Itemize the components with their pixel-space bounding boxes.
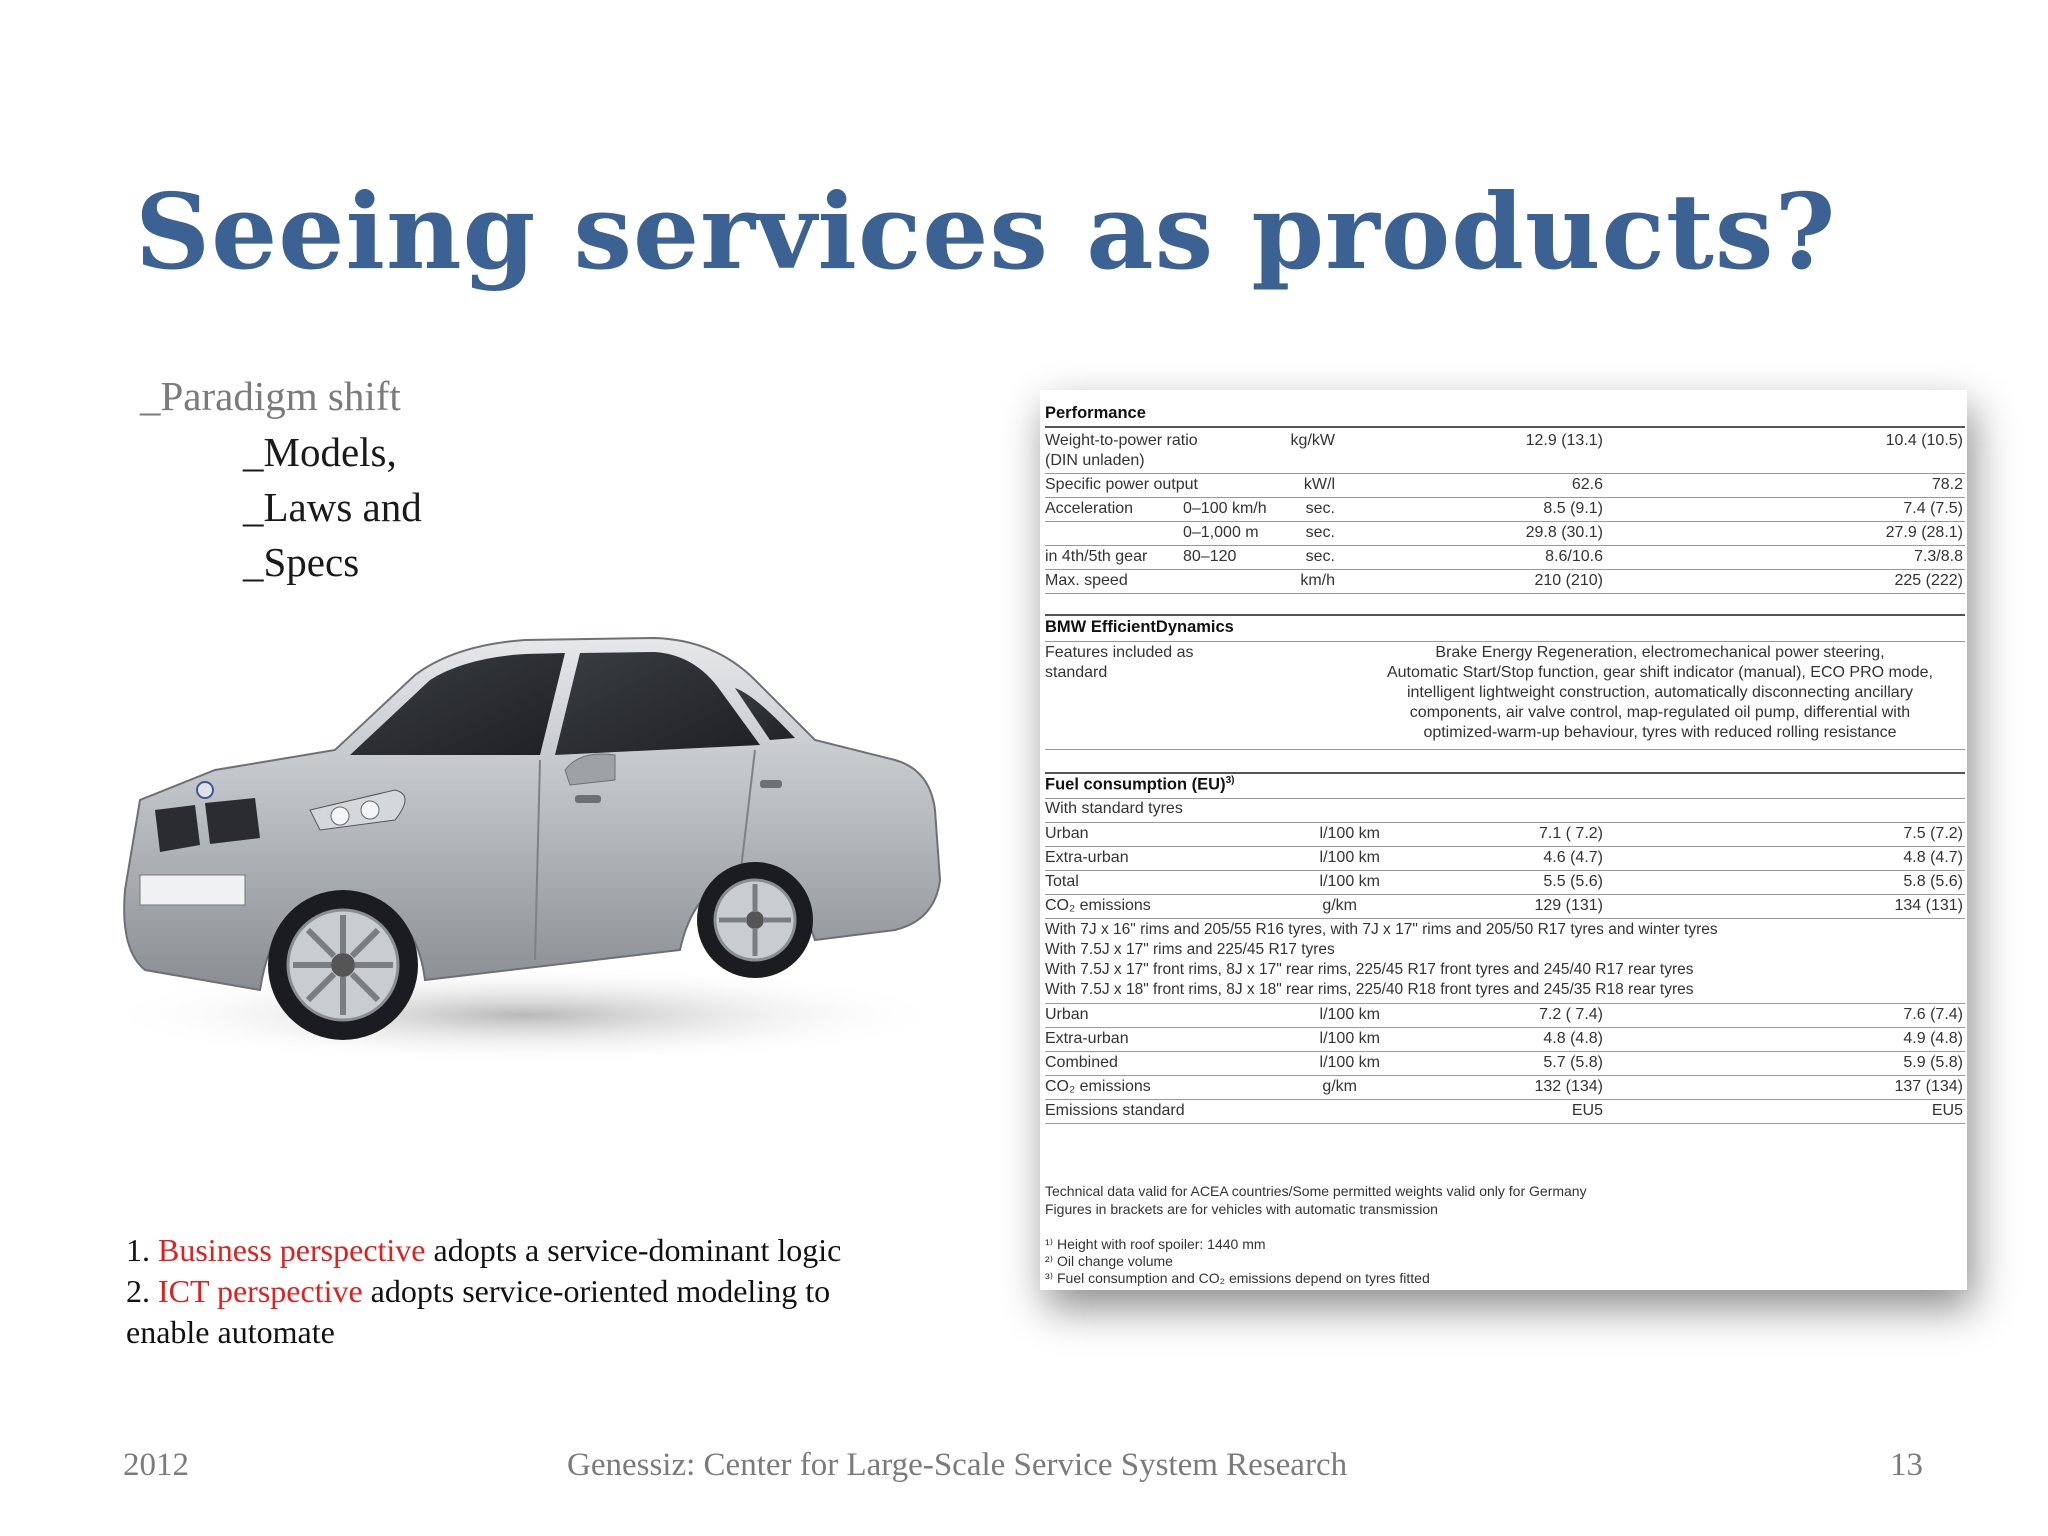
divider bbox=[1045, 641, 1965, 642]
perspective-item-2-cont: enable automate bbox=[126, 1314, 335, 1350]
row-value-2: 137 (134) bbox=[1894, 1078, 1963, 1095]
row-value-1: 210 (210) bbox=[1534, 572, 1603, 589]
row-value-1: 8.5 (9.1) bbox=[1543, 500, 1603, 517]
row-value-1: 7.1 ( 7.2) bbox=[1538, 825, 1603, 842]
row-value-2: 134 (131) bbox=[1894, 897, 1963, 914]
divider bbox=[1045, 1123, 1965, 1124]
table-row bbox=[1045, 498, 1965, 522]
divider bbox=[1045, 918, 1965, 919]
row-value-1: 7.2 ( 7.4) bbox=[1538, 1006, 1603, 1023]
list-number: 1. bbox=[126, 1232, 150, 1268]
sub-bullet-laws: _Laws and bbox=[243, 484, 422, 530]
bullet-paradigm-shift: _Paradigm shift bbox=[140, 373, 401, 419]
row-label: CO₂ emissions bbox=[1045, 897, 1151, 914]
row-unit: sec. bbox=[1305, 548, 1335, 565]
row-unit: l/100 km bbox=[1319, 873, 1380, 890]
row-label: Total bbox=[1045, 873, 1079, 890]
row-value-2: 78.2 bbox=[1931, 476, 1963, 493]
table-row bbox=[1045, 895, 1965, 919]
validity-note: Technical data valid for ACEA countries/Some permitted weights valid only for Germany bbox=[1045, 1183, 1587, 1199]
car-image bbox=[95, 620, 975, 1080]
row-label: Urban bbox=[1045, 825, 1089, 842]
divider bbox=[1045, 749, 1965, 750]
perspective-rest: adopts service-oriented modeling to bbox=[362, 1273, 831, 1309]
tyre-note: With 7.5J x 17" rims and 225/45 R17 tyres bbox=[1045, 941, 1335, 958]
row-unit: kg/kW bbox=[1290, 432, 1335, 449]
row-label: Specific power output bbox=[1045, 476, 1198, 493]
footer-center: Genessiz: Center for Large-Scale Service System Research bbox=[567, 1447, 1348, 1483]
row-value-2: 7.5 (7.2) bbox=[1903, 825, 1963, 842]
fuel-heading-text: Fuel consumption (EU) bbox=[1045, 775, 1226, 794]
ict-perspective-text: ICT perspective bbox=[158, 1273, 363, 1309]
fuel-heading-footnote: 3) bbox=[1225, 775, 1235, 786]
footnote: ²⁾ Oil change volume bbox=[1045, 1253, 1173, 1269]
perspectives-list bbox=[126, 1230, 841, 1353]
row-value-1: 29.8 (30.1) bbox=[1525, 524, 1603, 541]
row-value-2: 7.6 (7.4) bbox=[1903, 1006, 1963, 1023]
perspective-rest: adopts a service-dominant logic bbox=[425, 1232, 842, 1268]
row-unit: l/100 km bbox=[1319, 1054, 1380, 1071]
row-value-2: 10.4 (10.5) bbox=[1885, 432, 1963, 449]
row-label: Combined bbox=[1045, 1054, 1118, 1071]
sub-bullet-models: _Models, bbox=[243, 429, 397, 475]
divider bbox=[1045, 614, 1965, 616]
row-label: in 4th/5th gear bbox=[1045, 548, 1148, 565]
row-value-2: 4.9 (4.8) bbox=[1903, 1030, 1963, 1047]
table-row bbox=[1045, 474, 1965, 498]
row-value-1: 129 (131) bbox=[1534, 897, 1603, 914]
features-line: Automatic Start/Stop function, gear shift indicator (manual), ECO PRO mode, bbox=[1386, 664, 1933, 681]
row-label: Urban bbox=[1045, 1006, 1089, 1023]
features-line: optimized-warm-up behaviour, tyres with reduced rolling resistance bbox=[1423, 724, 1897, 741]
sub-bullet-specs: _Specs bbox=[243, 539, 360, 585]
row-label: Acceleration bbox=[1045, 500, 1134, 517]
footnote: ³⁾ Fuel consumption and CO₂ emissions depend on tyres fitted bbox=[1045, 1270, 1430, 1286]
section-heading-efficientdynamics: BMW EfficientDynamics bbox=[1045, 618, 1234, 636]
table-row bbox=[1045, 546, 1965, 570]
row-value-2: 4.8 (4.7) bbox=[1903, 849, 1963, 866]
business-perspective-text: Business perspective bbox=[158, 1232, 426, 1268]
row-unit: l/100 km bbox=[1319, 825, 1380, 842]
row-value-2: 27.9 (28.1) bbox=[1885, 524, 1963, 541]
row-value-2: 5.8 (5.6) bbox=[1903, 873, 1963, 890]
features-label-2: standard bbox=[1045, 664, 1108, 681]
table-row bbox=[1045, 847, 1965, 871]
table-row bbox=[1045, 1052, 1965, 1076]
row-label: Weight-to-power ratio bbox=[1045, 432, 1198, 449]
table-row bbox=[1045, 1028, 1965, 1052]
footnote: ¹⁾ Height with roof spoiler: 1440 mm bbox=[1045, 1236, 1266, 1252]
section-heading-fuel bbox=[1045, 775, 1234, 795]
row-value-2: 7.3/8.8 bbox=[1914, 548, 1963, 565]
divider bbox=[1045, 798, 1965, 799]
row-value-1: 12.9 (13.1) bbox=[1525, 432, 1603, 449]
footer-year: 2012 bbox=[123, 1447, 189, 1483]
row-value-2: 5.9 (5.8) bbox=[1903, 1054, 1963, 1071]
table-row-continuation bbox=[1045, 450, 1965, 474]
row-value-1: 5.5 (5.6) bbox=[1543, 873, 1603, 890]
row-value-1: 62.6 bbox=[1571, 476, 1603, 493]
spec-sheet bbox=[1040, 390, 1967, 1290]
features-line: intelligent lightweight construction, automatically disconnecting ancillary bbox=[1406, 684, 1914, 701]
row-value-1: 5.7 (5.8) bbox=[1543, 1054, 1603, 1071]
features-line: Brake Energy Regeneration, electromechanical power steering, bbox=[1435, 644, 1885, 661]
divider bbox=[1045, 426, 1965, 428]
row-unit: g/km bbox=[1322, 897, 1357, 914]
row-value-1: 8.6/10.6 bbox=[1545, 548, 1603, 565]
table-row bbox=[1045, 1100, 1965, 1124]
row-unit: g/km bbox=[1322, 1078, 1357, 1095]
table-row bbox=[1045, 1076, 1965, 1100]
row-value-1: EU5 bbox=[1571, 1102, 1603, 1119]
slide-title: Seeing services as products? bbox=[135, 170, 1837, 293]
row-unit: km/h bbox=[1300, 572, 1335, 589]
row-label: Extra-urban bbox=[1045, 849, 1129, 866]
table-row bbox=[1045, 1004, 1965, 1028]
divider bbox=[1045, 593, 1965, 594]
row-label: (DIN unladen) bbox=[1045, 452, 1145, 469]
footer-page-number: 13 bbox=[1890, 1447, 1923, 1483]
features-label: Features included as bbox=[1045, 644, 1194, 661]
section-heading-performance: Performance bbox=[1045, 404, 1146, 422]
row-value-2: EU5 bbox=[1931, 1102, 1963, 1119]
list-number: 2. bbox=[126, 1273, 150, 1309]
row-unit: l/100 km bbox=[1319, 1030, 1380, 1047]
tyre-note: With 7J x 16" rims and 205/55 R16 tyres, with 7J x 17" rims and 205/50 R17 tyres and winter tyres bbox=[1045, 921, 1718, 938]
row-unit: sec. bbox=[1305, 524, 1335, 541]
row-value-1: 132 (134) bbox=[1534, 1078, 1603, 1095]
row-unit: kW/l bbox=[1303, 476, 1335, 493]
row-value-1: 4.8 (4.8) bbox=[1543, 1030, 1603, 1047]
row-label: Emissions standard bbox=[1045, 1102, 1185, 1119]
row-sublabel: 0–100 km/h bbox=[1183, 500, 1267, 517]
row-sublabel: 0–1,000 m bbox=[1183, 524, 1259, 541]
row-value-1: 4.6 (4.7) bbox=[1543, 849, 1603, 866]
table-row bbox=[1045, 522, 1965, 546]
row-sublabel: 80–120 bbox=[1183, 548, 1237, 565]
tyre-note: With 7.5J x 17" front rims, 8J x 17" rear rims, 225/45 R17 front tyres and 245/40 R17 rear tyres bbox=[1045, 961, 1694, 978]
row-unit: sec. bbox=[1305, 500, 1335, 517]
validity-note: Figures in brackets are for vehicles with automatic transmission bbox=[1045, 1201, 1438, 1217]
row-label: Max. speed bbox=[1045, 572, 1128, 589]
table-row bbox=[1045, 570, 1965, 594]
row-label: Extra-urban bbox=[1045, 1030, 1129, 1047]
row-value-2: 225 (222) bbox=[1894, 572, 1963, 589]
table-row bbox=[1045, 823, 1965, 847]
features-line: components, air valve control, map-regulated oil pump, differential with bbox=[1409, 704, 1911, 721]
table-row bbox=[1045, 871, 1965, 895]
perspective-item-2 bbox=[126, 1271, 841, 1312]
row-label: CO₂ emissions bbox=[1045, 1078, 1151, 1095]
perspective-item-1 bbox=[126, 1230, 841, 1271]
row-unit: l/100 km bbox=[1319, 849, 1380, 866]
row-unit: l/100 km bbox=[1319, 1006, 1380, 1023]
row-value-2: 7.4 (7.5) bbox=[1903, 500, 1963, 517]
divider bbox=[1045, 772, 1965, 774]
standard-tyres-subhead: With standard tyres bbox=[1045, 800, 1183, 817]
tyre-note: With 7.5J x 18" front rims, 8J x 18" rear rims, 225/40 R18 front tyres and 245/35 R18 rear tyres bbox=[1045, 981, 1694, 998]
